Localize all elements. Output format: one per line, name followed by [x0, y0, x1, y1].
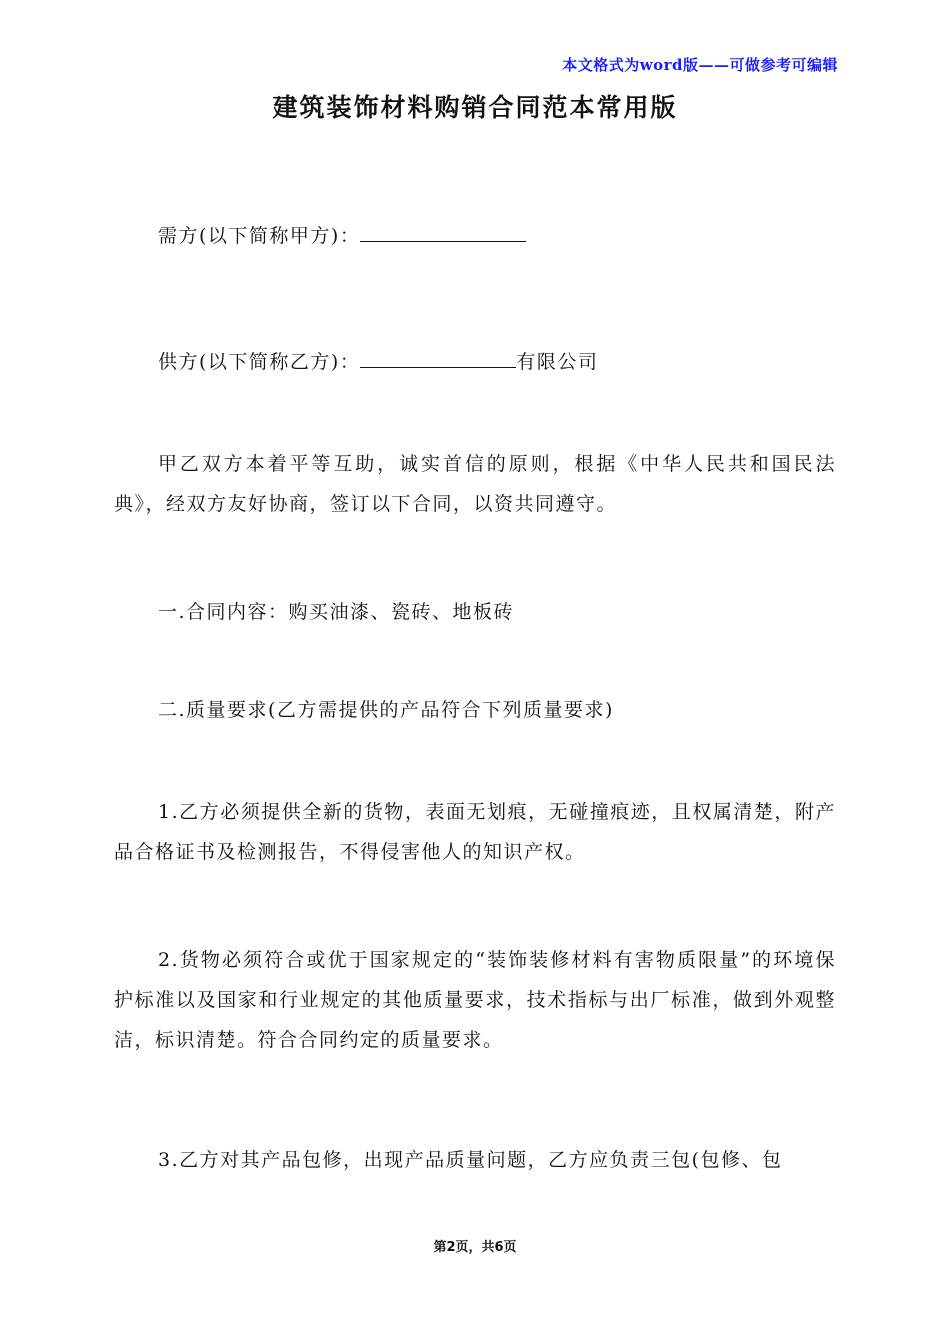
party-a-line — [114, 216, 836, 256]
document-title: 建筑装饰材料购销合同范本常用版 — [272, 93, 678, 122]
party-b-line — [114, 342, 836, 382]
party-a-label: 需方(以下简称甲方)： — [158, 225, 361, 247]
party-b-label: 供方(以下简称乙方)： — [158, 351, 361, 373]
header-format-note: 本文格式为word版——可做参考可编辑 — [562, 56, 838, 74]
party-a-blank — [360, 219, 526, 242]
item-1-paragraph: 1.乙方必须提供全新的货物，表面无划痕，无碰撞痕迹，且权属清楚，附产品合格证书及检测报告，不得侵害他人的知识产权。 — [114, 801, 836, 863]
section-1-heading: 一.合同内容：购买油漆、瓷砖、地板砖 — [158, 601, 515, 623]
intro-paragraph: 甲乙双方本着平等互助，诚实首信的原则，根据《中华人民共和国民法典》，经双方友好协商，签订以下合同，以资共同遵守。 — [114, 453, 836, 515]
item-2-paragraph: 2.货物必须符合或优于国家规定的“装饰装修材料有害物质限量”的环境保护标准以及国家和行业规定的其他质量要求，技术指标与出厂标准，做到外观整洁，标识清楚。符合合同约定的质量要求。 — [114, 949, 836, 1051]
party-b-suffix: 有限公司 — [516, 351, 599, 373]
page-number-footer: 第2页，共6页 — [433, 1240, 517, 1255]
section-2-heading: 二.质量要求(乙方需提供的产品符合下列质量要求) — [158, 699, 614, 721]
party-b-blank — [360, 345, 516, 368]
item-3-paragraph: 3.乙方对其产品包修，出现产品质量问题，乙方应负责三包(包修、包 — [158, 1149, 783, 1171]
